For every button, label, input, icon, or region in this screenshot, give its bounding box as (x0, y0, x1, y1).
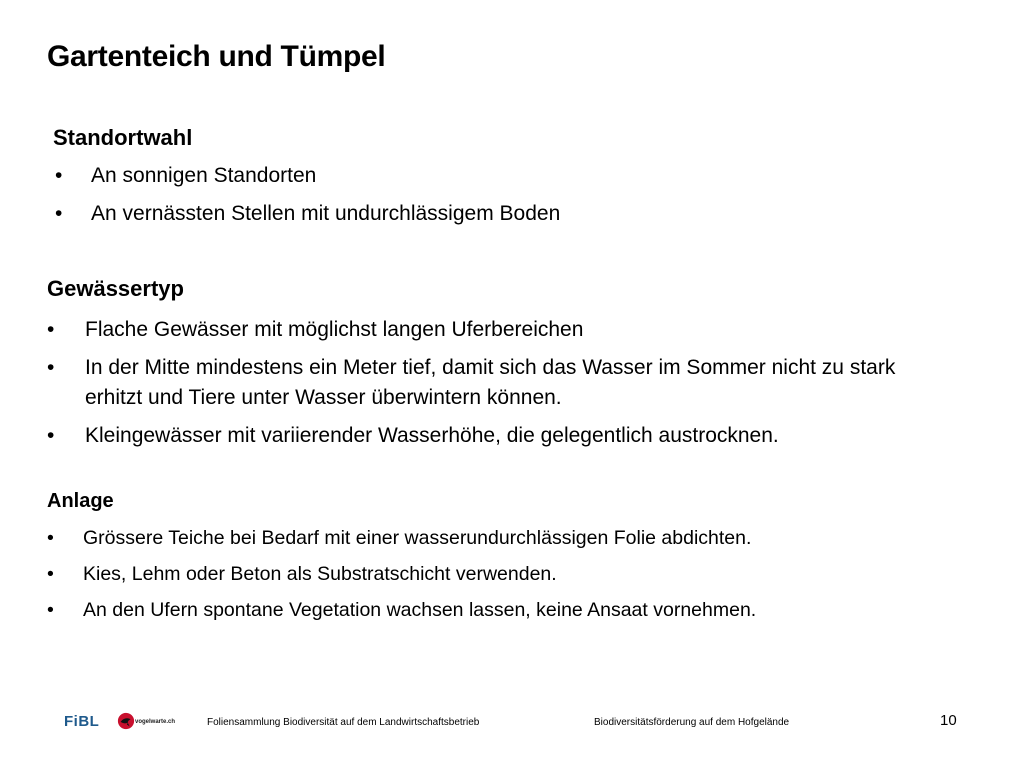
bullet-list (47, 315, 952, 451)
footer-series-title: Foliensammlung Biodiversität auf dem Landwirtschaftsbetrieb (207, 717, 480, 728)
section-heading: Standortwahl (53, 125, 193, 150)
bullet-list (47, 525, 977, 623)
section-standortwahl (53, 124, 953, 238)
bullet-icon: • (47, 318, 55, 341)
list-item-text: An den Ufern spontane Vegetation wachsen lassen, keine Ansaat vornehmen. (83, 599, 757, 621)
footer (0, 700, 1024, 760)
bullet-icon: • (47, 424, 55, 447)
section-heading: Anlage (47, 490, 114, 512)
vogelwarte-logo (117, 712, 177, 732)
list-item-text: In der Mitte mindestens ein Meter tief, damit sich das Wasser im Sommer nicht zu stark erhitzt und Tiere unter Wasser überwintern können. (85, 356, 896, 409)
list-item (47, 353, 952, 413)
list-item (53, 200, 953, 228)
bullet-icon: • (47, 527, 54, 549)
list-item-text: Flache Gewässer mit möglichst langen Uferbereichen (85, 318, 584, 341)
page-number: 10 (940, 712, 957, 729)
list-item-text: Kies, Lehm oder Beton als Substratschicht verwenden. (83, 563, 557, 585)
bullet-icon: • (47, 599, 54, 621)
list-item-text: An vernässten Stellen mit undurchlässigem Boden (91, 202, 561, 225)
section-anlage (47, 488, 977, 633)
bullet-icon: • (47, 563, 54, 585)
bullet-icon: • (47, 356, 55, 379)
footer-topic-title: Biodiversitätsförderung auf dem Hofgelände (594, 717, 790, 728)
section-gewaessertyp (47, 275, 952, 459)
list-item (47, 597, 977, 623)
vogelwarte-logo-text: vogelwarte.ch (135, 719, 176, 725)
fibl-logo-icon: FiBL (64, 713, 100, 730)
list-item (47, 561, 977, 587)
list-item (53, 162, 953, 190)
bullet-icon: • (55, 202, 63, 225)
list-item-text: Grössere Teiche bei Bedarf mit einer wasserundurchlässigen Folie abdichten. (83, 527, 752, 549)
list-item (47, 421, 952, 451)
bullet-icon: • (55, 164, 63, 187)
section-heading: Gewässertyp (47, 276, 184, 301)
list-item (47, 525, 977, 551)
bird-icon (117, 712, 135, 730)
list-item (47, 315, 952, 345)
slide-title: Gartenteich und Tümpel (47, 40, 386, 73)
bullet-list (53, 162, 953, 228)
list-item-text: An sonnigen Standorten (91, 164, 317, 187)
list-item-text: Kleingewässer mit variierender Wasserhöhe, die gelegentlich austrocknen. (85, 424, 779, 447)
